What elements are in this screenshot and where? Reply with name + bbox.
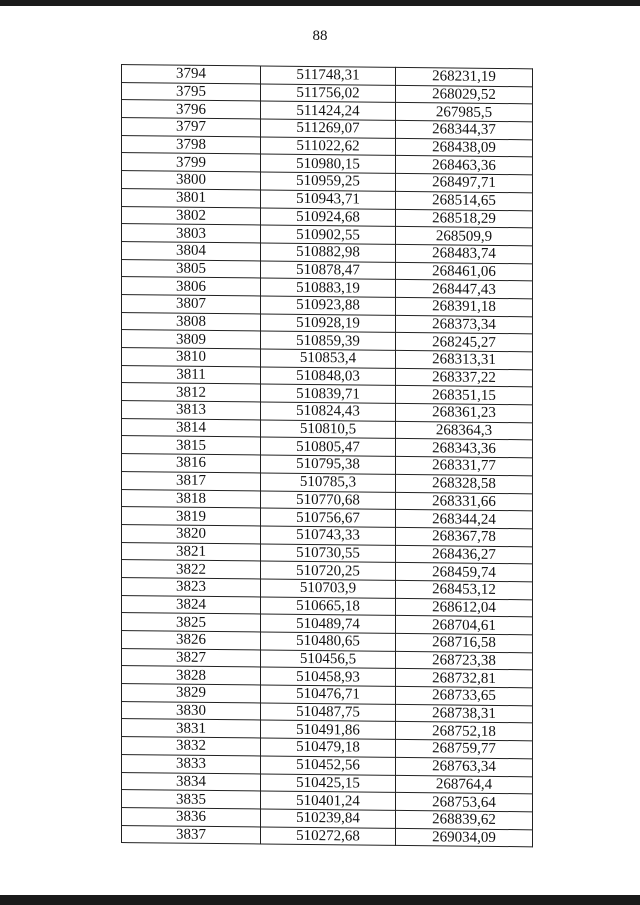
point-number-cell: 3796 xyxy=(122,100,261,119)
y-coordinate-cell: 268344,37 xyxy=(396,120,533,139)
x-coordinate-cell: 510743,33 xyxy=(261,526,396,545)
x-coordinate-cell: 510848,03 xyxy=(261,367,396,386)
point-number-cell: 3835 xyxy=(122,790,261,809)
y-coordinate-cell: 268497,71 xyxy=(396,173,533,192)
point-number-cell: 3836 xyxy=(122,807,261,826)
y-coordinate-cell: 268029,52 xyxy=(396,85,533,104)
y-coordinate-cell: 269034,09 xyxy=(396,828,533,847)
point-number-cell: 3833 xyxy=(122,754,261,773)
point-number-cell: 3824 xyxy=(122,595,261,614)
y-coordinate-cell: 268343,36 xyxy=(396,439,533,458)
point-number-cell: 3809 xyxy=(122,330,261,349)
point-number-cell: 3834 xyxy=(122,772,261,791)
point-number-cell: 3819 xyxy=(122,507,261,526)
point-number-cell: 3831 xyxy=(122,719,261,738)
coordinates-table-body xyxy=(122,65,533,848)
x-coordinate-cell: 510452,56 xyxy=(261,756,396,775)
point-number-cell: 3825 xyxy=(122,613,261,632)
x-coordinate-cell: 510401,24 xyxy=(261,791,396,810)
point-number-cell: 3818 xyxy=(122,489,261,508)
x-coordinate-cell: 511748,31 xyxy=(261,66,396,85)
point-number-cell: 3830 xyxy=(122,701,261,720)
x-coordinate-cell: 510730,55 xyxy=(261,544,396,563)
y-coordinate-cell: 268331,66 xyxy=(396,492,533,511)
x-coordinate-cell: 510923,88 xyxy=(261,296,396,315)
y-coordinate-cell: 268752,18 xyxy=(396,722,533,741)
point-number-cell: 3820 xyxy=(122,524,261,543)
x-coordinate-cell: 510883,19 xyxy=(261,278,396,297)
y-coordinate-cell: 268723,38 xyxy=(396,651,533,670)
x-coordinate-cell: 510720,25 xyxy=(261,561,396,580)
y-coordinate-cell: 268518,29 xyxy=(396,209,533,228)
y-coordinate-cell: 268361,23 xyxy=(396,403,533,422)
x-coordinate-cell: 510824,43 xyxy=(261,402,396,421)
point-number-cell: 3811 xyxy=(122,365,261,384)
x-coordinate-cell: 510425,15 xyxy=(261,773,396,792)
point-number-cell: 3803 xyxy=(122,224,261,243)
point-number-cell: 3794 xyxy=(122,65,261,84)
y-coordinate-cell: 268453,12 xyxy=(396,580,533,599)
y-coordinate-cell: 268738,31 xyxy=(396,704,533,723)
y-coordinate-cell: 268716,58 xyxy=(396,633,533,652)
x-coordinate-cell: 510239,84 xyxy=(261,809,396,828)
y-coordinate-cell: 268509,9 xyxy=(396,227,533,246)
point-number-cell: 3807 xyxy=(122,294,261,313)
point-number-cell: 3806 xyxy=(122,277,261,296)
y-coordinate-cell: 268344,24 xyxy=(396,510,533,529)
x-coordinate-cell: 510878,47 xyxy=(261,261,396,280)
x-coordinate-cell: 510756,67 xyxy=(261,508,396,527)
point-number-cell: 3829 xyxy=(122,684,261,703)
y-coordinate-cell: 267985,5 xyxy=(396,103,533,122)
point-number-cell: 3812 xyxy=(122,383,261,402)
y-coordinate-cell: 268514,65 xyxy=(396,191,533,210)
point-number-cell: 3817 xyxy=(122,471,261,490)
x-coordinate-cell: 510476,71 xyxy=(261,685,396,704)
point-number-cell: 3816 xyxy=(122,454,261,473)
y-coordinate-cell: 268313,31 xyxy=(396,350,533,369)
y-coordinate-cell: 268364,3 xyxy=(396,421,533,440)
point-number-cell: 3800 xyxy=(122,171,261,190)
point-number-cell: 3795 xyxy=(122,82,261,101)
x-coordinate-cell: 510491,86 xyxy=(261,720,396,739)
y-coordinate-cell: 268373,34 xyxy=(396,315,533,334)
point-number-cell: 3821 xyxy=(122,542,261,561)
x-coordinate-cell: 510487,75 xyxy=(261,703,396,722)
x-coordinate-cell: 510902,55 xyxy=(261,225,396,244)
x-coordinate-cell: 510456,5 xyxy=(261,650,396,669)
x-coordinate-cell: 510480,65 xyxy=(261,632,396,651)
point-number-cell: 3810 xyxy=(122,348,261,367)
y-coordinate-cell: 268463,36 xyxy=(396,156,533,175)
y-coordinate-cell: 268612,04 xyxy=(396,598,533,617)
x-coordinate-cell: 510795,38 xyxy=(261,455,396,474)
page-number: 88 xyxy=(312,28,328,44)
x-coordinate-cell: 510839,71 xyxy=(261,384,396,403)
y-coordinate-cell: 268337,22 xyxy=(396,368,533,387)
x-coordinate-cell: 511424,24 xyxy=(261,101,396,120)
point-number-cell: 3813 xyxy=(122,401,261,420)
point-number-cell: 3798 xyxy=(122,135,261,154)
x-coordinate-cell: 510785,3 xyxy=(261,473,396,492)
point-number-cell: 3805 xyxy=(122,259,261,278)
y-coordinate-cell: 268447,43 xyxy=(396,280,533,299)
y-coordinate-cell: 268483,74 xyxy=(396,244,533,263)
y-coordinate-cell: 268459,74 xyxy=(396,563,533,582)
x-coordinate-cell: 510810,5 xyxy=(261,420,396,439)
y-coordinate-cell: 268733,65 xyxy=(396,686,533,705)
point-number-cell: 3801 xyxy=(122,188,261,207)
point-number-cell: 3799 xyxy=(122,153,261,172)
coordinates-table-container xyxy=(121,64,529,848)
y-coordinate-cell: 268839,62 xyxy=(396,810,533,829)
x-coordinate-cell: 510703,9 xyxy=(261,579,396,598)
coordinates-table xyxy=(121,64,533,848)
point-number-cell: 3828 xyxy=(122,666,261,685)
point-number-cell: 3815 xyxy=(122,436,261,455)
y-coordinate-cell: 268704,61 xyxy=(396,616,533,635)
point-number-cell: 3827 xyxy=(122,648,261,667)
point-number-cell: 3832 xyxy=(122,737,261,756)
x-coordinate-cell: 510928,19 xyxy=(261,314,396,333)
x-coordinate-cell: 511022,62 xyxy=(261,137,396,156)
x-coordinate-cell: 510924,68 xyxy=(261,207,396,226)
y-coordinate-cell: 268461,06 xyxy=(396,262,533,281)
y-coordinate-cell: 268351,15 xyxy=(396,386,533,405)
y-coordinate-cell: 268331,77 xyxy=(396,456,533,475)
y-coordinate-cell: 268245,27 xyxy=(396,333,533,352)
point-number-cell: 3814 xyxy=(122,418,261,437)
point-number-cell: 3808 xyxy=(122,312,261,331)
point-number-cell: 3802 xyxy=(122,206,261,225)
y-coordinate-cell: 268753,64 xyxy=(396,793,533,812)
x-coordinate-cell: 510489,74 xyxy=(261,614,396,633)
point-number-cell: 3826 xyxy=(122,631,261,650)
x-coordinate-cell: 510805,47 xyxy=(261,437,396,456)
x-coordinate-cell: 510458,93 xyxy=(261,667,396,686)
y-coordinate-cell: 268367,78 xyxy=(396,527,533,546)
y-coordinate-cell: 268763,34 xyxy=(396,757,533,776)
x-coordinate-cell: 510272,68 xyxy=(261,827,396,846)
x-coordinate-cell: 510959,25 xyxy=(261,172,396,191)
x-coordinate-cell: 510943,71 xyxy=(261,190,396,209)
point-number-cell: 3804 xyxy=(122,241,261,260)
point-number-cell: 3797 xyxy=(122,118,261,137)
scan-edge-bottom xyxy=(0,895,640,905)
point-number-cell: 3837 xyxy=(122,825,261,844)
x-coordinate-cell: 510859,39 xyxy=(261,331,396,350)
y-coordinate-cell: 268231,19 xyxy=(396,67,533,86)
point-number-cell: 3823 xyxy=(122,577,261,596)
y-coordinate-cell: 268764,4 xyxy=(396,775,533,794)
y-coordinate-cell: 268328,58 xyxy=(396,474,533,493)
x-coordinate-cell: 510479,18 xyxy=(261,738,396,757)
scan-edge-top xyxy=(0,0,640,6)
x-coordinate-cell: 510665,18 xyxy=(261,597,396,616)
table-row xyxy=(122,825,533,847)
y-coordinate-cell: 268759,77 xyxy=(396,739,533,758)
x-coordinate-cell: 511756,02 xyxy=(261,84,396,103)
y-coordinate-cell: 268438,09 xyxy=(396,138,533,157)
x-coordinate-cell: 510882,98 xyxy=(261,243,396,262)
y-coordinate-cell: 268436,27 xyxy=(396,545,533,564)
point-number-cell: 3822 xyxy=(122,560,261,579)
x-coordinate-cell: 510980,15 xyxy=(261,154,396,173)
x-coordinate-cell: 510770,68 xyxy=(261,490,396,509)
y-coordinate-cell: 268391,18 xyxy=(396,297,533,316)
x-coordinate-cell: 510853,4 xyxy=(261,349,396,368)
y-coordinate-cell: 268732,81 xyxy=(396,669,533,688)
x-coordinate-cell: 511269,07 xyxy=(261,119,396,138)
